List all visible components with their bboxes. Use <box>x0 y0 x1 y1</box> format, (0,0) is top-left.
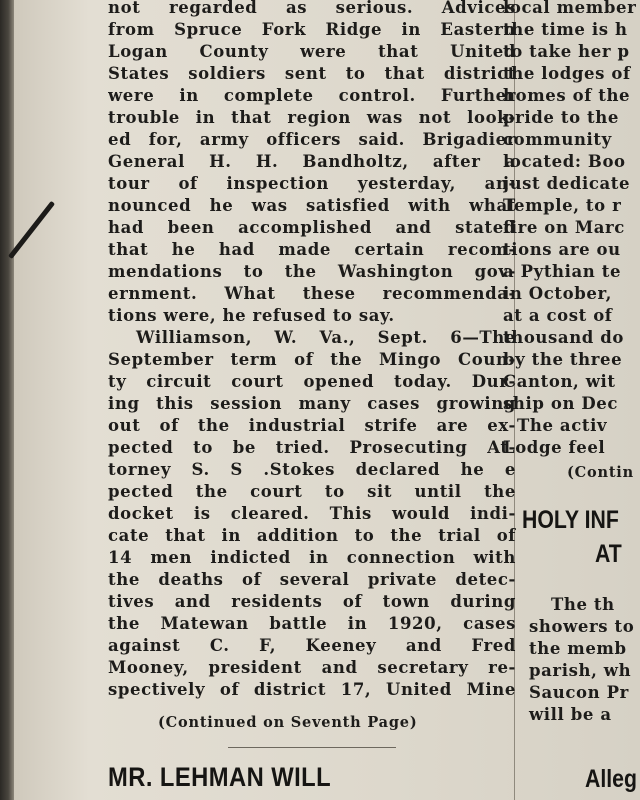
adjacent-line: at a cost of <box>503 306 613 325</box>
adjacent-line: community <box>503 130 612 149</box>
adjacent-line: ship on Dec <box>503 394 619 413</box>
article-line: 14 men indicted in connection with <box>108 548 516 567</box>
adjacent-line: the lodges of <box>503 64 631 83</box>
adjacent-line: just dedicate <box>503 174 631 193</box>
adjacent-line: in October, <box>503 284 612 303</box>
adjacent-line: to take her p <box>503 42 630 61</box>
article-line: docket is cleared. This would indi- <box>108 504 516 523</box>
article-line: tions were, he refused to say. <box>108 306 395 325</box>
adjacent-line: located: Boo <box>503 152 626 171</box>
adjacent-line: the memb <box>529 639 627 658</box>
article-line: September term of the Mingo Coun- <box>108 350 516 369</box>
adjacent-line: Temple, to r <box>503 196 622 215</box>
article-line: tives and residents of town during <box>108 592 516 611</box>
article-line: Logan County were that United <box>108 42 516 61</box>
adjacent-line: The th <box>551 595 615 614</box>
adjacent-continued-notice: (Contin <box>567 464 634 481</box>
adjacent-line: The activ <box>517 416 608 435</box>
article-line: cate that in addition to the trial of <box>108 526 516 545</box>
article-line: trouble in that region was not look- <box>108 108 516 127</box>
adjacent-line: local member <box>503 0 637 17</box>
adjacent-line: by the three <box>503 350 623 369</box>
bottom-headline: MR. LEHMAN WILL <box>108 762 332 792</box>
article-line: ty circuit court opened today. Dur- <box>108 372 516 391</box>
article-line: General H. H. Bandholtz, after a <box>108 152 516 171</box>
article-line: pected the court to sit until the <box>108 482 516 501</box>
article-line: were in complete control. Further <box>108 86 516 105</box>
article-line: from Spruce Fork Ridge in Eastern <box>108 20 516 39</box>
article-line: tour of inspection yesterday, an- <box>108 174 516 193</box>
adjacent-line: tions are ou <box>503 240 621 259</box>
adjacent-line: pride to the <box>503 108 619 127</box>
article-line: out of the industrial strife are ex- <box>108 416 516 435</box>
adjacent-line: thousand do <box>503 328 625 347</box>
article-line: States soldiers sent to that district <box>108 64 516 83</box>
article-line: Mooney, president and secretary re- <box>108 658 516 677</box>
adjacent-line: showers to <box>529 617 635 636</box>
article-line: ed for, army officers said. Brigadier <box>108 130 516 149</box>
article-line: that he had made certain recom- <box>108 240 516 259</box>
article-line: mendations to the Washington gov- <box>108 262 516 281</box>
article-line: had been accomplished and stated <box>108 218 516 237</box>
adjacent-line: a Pythian te <box>503 262 622 281</box>
article-line: nounced he was satisfied with what <box>108 196 516 215</box>
adjacent-line: will be a <box>529 705 612 724</box>
adjacent-line: Canton, wit <box>503 372 616 391</box>
article-line: the deaths of several private detec- <box>108 570 516 589</box>
section-divider <box>228 747 396 748</box>
article-line: pected to be tried. Prosecuting At- <box>108 438 516 457</box>
article-line: ernment. What these recommenda- <box>108 284 516 303</box>
adjacent-line: Lodge feel <box>503 438 606 457</box>
article-paragraph-start: Williamson, W. Va., Sept. 6—The <box>136 328 516 347</box>
adjacent-headline-line-2: AT <box>595 540 622 568</box>
article-line: not regarded as serious. Advices <box>108 0 516 17</box>
adjacent-line: the time is h <box>503 20 628 39</box>
main-article-column <box>108 0 516 800</box>
article-line: the Matewan battle in 1920, cases <box>108 614 516 633</box>
adjacent-article-column <box>503 0 640 800</box>
adjacent-headline: HOLY INF <box>522 506 619 534</box>
page-binding-edge <box>0 0 14 800</box>
adjacent-line: homes of the <box>503 86 631 105</box>
continued-notice: (Continued on Seventh Page) <box>158 714 418 731</box>
article-line: torney S. S .Stokes declared he e <box>108 460 516 479</box>
adjacent-bottom-headline: Alleg <box>585 765 637 793</box>
adjacent-line: parish, wh <box>529 661 632 680</box>
adjacent-line: Saucon Pr <box>529 683 629 702</box>
adjacent-line: fire on Marc <box>503 218 625 237</box>
article-line: ing this session many cases growing <box>108 394 516 413</box>
article-line: spectively of district 17, United Mine <box>108 680 516 699</box>
article-line: against C. F, Keeney and Fred <box>108 636 516 655</box>
